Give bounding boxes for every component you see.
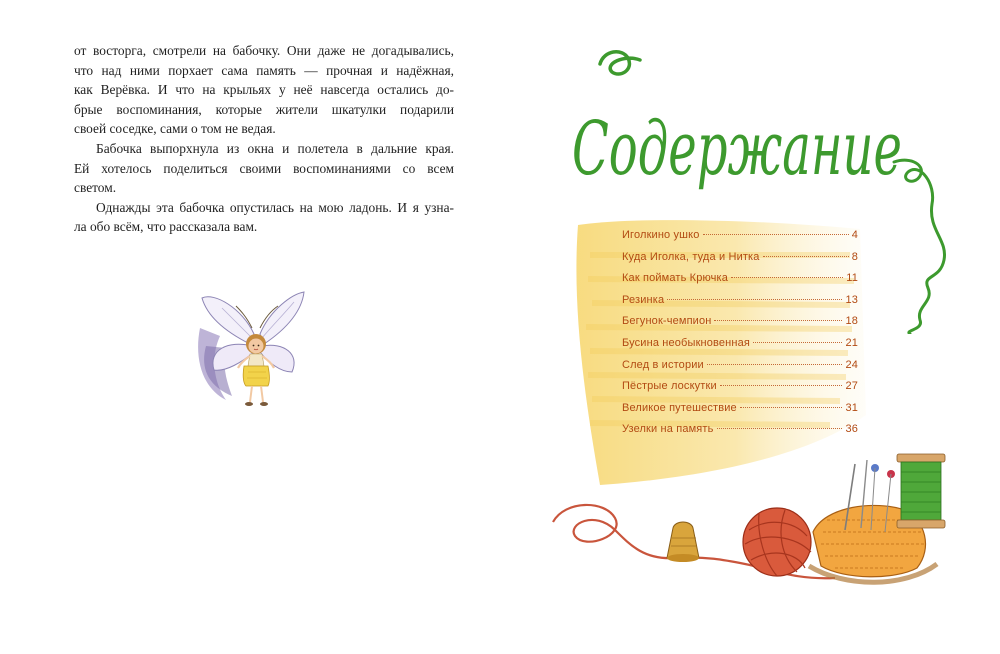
toc-entry[interactable] <box>622 229 858 251</box>
thread-spool-icon <box>897 454 945 528</box>
toc-page-number: 21 <box>845 336 858 349</box>
toc-page-number: 36 <box>845 423 858 436</box>
text-line: Однажды эта бабочка опустилась на мою ладонь. И я узна- <box>96 199 454 215</box>
toc-page-number: 4 <box>851 229 858 241</box>
text-line: что над ними порхает сама память — прочная и надёжная, <box>74 62 454 78</box>
toc-entry-title: Великое путешествие <box>622 401 737 414</box>
text-line: брые воспоминания, которые жители шкатулки подарили <box>74 101 454 117</box>
toc-entry-title: Пёстрые лоскутки <box>622 380 717 393</box>
toc-leader-dots <box>667 299 842 300</box>
toc-entry-title: Узелки на память <box>622 423 714 436</box>
sewing-notions-illustration <box>545 440 965 600</box>
toc-entry[interactable] <box>622 251 858 273</box>
toc-entry[interactable] <box>622 315 858 337</box>
text-line: Ей хотелось поделиться своими воспоминаниями со всем <box>74 160 454 176</box>
toc-leader-dots <box>714 320 842 321</box>
toc-entry-title: Куда Иголка, туда и Нитка <box>622 250 760 263</box>
toc-page-number: 8 <box>851 250 858 263</box>
toc-leader-dots <box>707 364 843 365</box>
toc-leader-dots <box>753 342 842 343</box>
title-text: Содержание <box>572 106 902 192</box>
toc-entry[interactable] <box>622 272 858 294</box>
paragraph-3 <box>74 198 454 237</box>
toc-entry-title: Резинка <box>622 293 665 306</box>
toc-page-number: 24 <box>845 358 858 371</box>
toc-entry-title: След в истории <box>622 358 704 371</box>
toc-page-number: 27 <box>845 380 858 393</box>
right-page <box>500 0 1000 654</box>
toc-entry-title: Как поймать Крючка <box>622 272 729 285</box>
toc-page-number: 31 <box>845 401 858 414</box>
toc-leader-dots <box>703 234 849 235</box>
toc-page-number: 11 <box>846 272 858 285</box>
toc-entry[interactable] <box>622 380 858 402</box>
toc-entry-title: Иголкино ушко <box>622 229 700 241</box>
toc-entry[interactable] <box>622 402 858 424</box>
fairy-butterfly-illustration <box>192 288 316 414</box>
toc-leader-dots <box>763 256 849 257</box>
text-line: от восторга, смотрели на бабочку. Они даже не догадывались, <box>74 43 454 58</box>
text-line: как Верёвка. И что на крыльях у неё навсегда остались до- <box>74 82 454 98</box>
thimble-icon <box>667 522 699 562</box>
toc-entry-title: Бегунок-чемпион <box>622 315 712 328</box>
toc-leader-dots <box>717 428 843 429</box>
text-line: Бабочка выпорхнула из окна и полетела в дальние края. <box>96 140 454 156</box>
toc-entry[interactable] <box>622 337 858 359</box>
yarn-ball-icon <box>743 508 811 576</box>
text-line: ла обо всём, что рассказала вам. <box>74 219 258 235</box>
toc-entry[interactable] <box>622 294 858 316</box>
toc-page-number: 13 <box>845 293 858 306</box>
toc-entry-title: Бусина необыкновенная <box>622 336 750 349</box>
text-line: своей соседке, сами о том не ведая. <box>74 121 276 137</box>
toc-leader-dots <box>731 277 843 278</box>
toc-entry[interactable] <box>622 359 858 381</box>
story-text <box>74 41 454 237</box>
toc-page-number: 18 <box>845 315 858 328</box>
paragraph-2 <box>74 139 454 198</box>
text-line: светом. <box>74 180 117 196</box>
table-of-contents <box>622 229 858 445</box>
toc-leader-dots <box>720 385 843 386</box>
paragraph-1 <box>74 41 454 139</box>
toc-leader-dots <box>740 407 843 408</box>
